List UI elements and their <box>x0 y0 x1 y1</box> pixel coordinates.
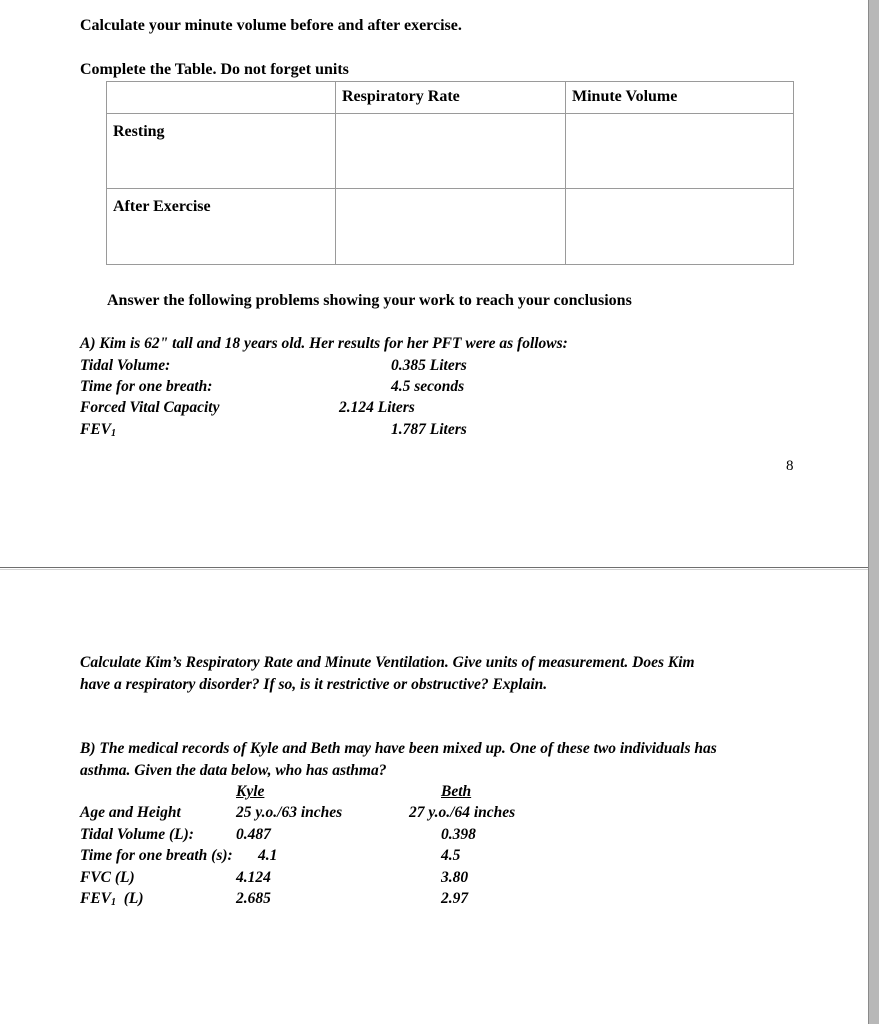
table-header-row <box>107 82 794 114</box>
page-divider-shadow <box>0 569 868 570</box>
heading-minute-volume: Calculate your minute volume before and after exercise. <box>80 17 462 34</box>
problem-b-label: Time for one breath (s): <box>80 847 233 864</box>
problem-a-value: 4.5 seconds <box>391 378 465 395</box>
kyle-value: 25 y.o./63 inches <box>236 804 343 821</box>
problem-a-intro: A) Kim is 62" tall and 18 years old. Her results for her PFT were as follows: <box>80 335 568 352</box>
kyle-value: 4.1 <box>258 847 278 864</box>
page-number: 8 <box>786 458 794 474</box>
kyle-value: 2.685 <box>236 890 271 907</box>
exercise-respiratory-rate-cell[interactable] <box>336 189 566 265</box>
problem-b-label: Age and Height <box>80 804 181 821</box>
respiratory-table <box>106 81 794 265</box>
heading-complete-table: Complete the Table. Do not forget units <box>80 61 349 78</box>
beth-value: 3.80 <box>441 869 469 886</box>
instruction-text: Answer the following problems showing your work to reach your conclusions <box>107 292 632 309</box>
beth-value: 2.97 <box>441 890 469 907</box>
kyle-value: 4.124 <box>236 869 271 886</box>
column-header-beth: Beth <box>441 783 472 800</box>
kyle-value: 0.487 <box>236 826 271 843</box>
column-header-kyle: Kyle <box>236 783 265 800</box>
question-line-1: Calculate Kim’s Respiratory Rate and Minute Ventilation. Give units of measurement. Does Kim <box>80 654 695 671</box>
scrollbar-edge <box>868 0 869 1024</box>
table-row <box>107 189 794 265</box>
row-label-after-exercise: After Exercise <box>107 189 336 265</box>
problem-a-value: 1.787 Liters <box>391 421 467 438</box>
page-divider <box>0 567 868 568</box>
table-header-minute-volume: Minute Volume <box>566 82 794 114</box>
problem-a-value: 0.385 Liters <box>391 357 467 374</box>
table-header-respiratory-rate: Respiratory Rate <box>336 82 566 114</box>
scrollbar[interactable] <box>868 0 879 1024</box>
problem-b-label: $FEV_1$ (L) <box>80 890 144 908</box>
resting-respiratory-rate-cell[interactable] <box>336 114 566 189</box>
question-line-2: have a respiratory disorder? If so, is it restrictive or obstructive? Explain. <box>80 676 548 693</box>
problem-b-line-1: B) The medical records of Kyle and Beth may have been mixed up. One of these two individuals has <box>80 740 717 757</box>
row-label-resting: Resting <box>107 114 336 189</box>
problem-b-label: FVC (L) <box>80 869 135 886</box>
problem-a-label: $FEV_1$ <box>80 421 117 439</box>
resting-minute-volume-cell[interactable] <box>566 114 794 189</box>
problem-a-label: Tidal Volume: <box>80 357 171 374</box>
problem-a-label: Forced Vital Capacity <box>80 399 220 416</box>
beth-value: 4.5 <box>441 847 461 864</box>
table-header-empty <box>107 82 336 114</box>
problem-a-value: 2.124 Liters <box>339 399 415 416</box>
problem-a-label: Time for one breath: <box>80 378 213 395</box>
problem-b-label: Tidal Volume (L): <box>80 826 194 843</box>
table-row <box>107 114 794 189</box>
problem-b-line-2: asthma. Given the data below, who has asthma? <box>80 762 387 779</box>
exercise-minute-volume-cell[interactable] <box>566 189 794 265</box>
beth-value: 27 y.o./64 inches <box>409 804 516 821</box>
beth-value: 0.398 <box>441 826 476 843</box>
